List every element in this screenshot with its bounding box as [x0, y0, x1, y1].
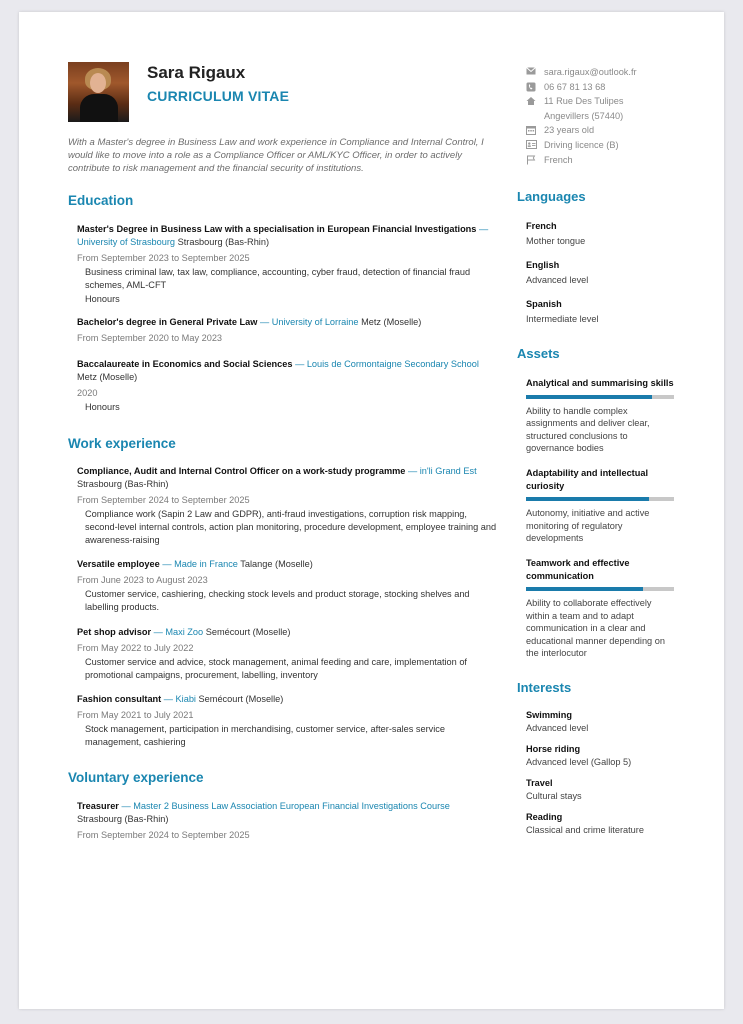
entry-title: Baccalaureate in Economics and Social Sciences	[77, 359, 293, 369]
language-name: French	[526, 221, 557, 231]
contact-address-line2: Angevillers (57440)	[544, 110, 624, 121]
entry-location: Strasbourg (Bas-Rhin)	[77, 479, 169, 489]
entry-org[interactable]: Master 2 Business Law Association European Financial Investigations Course	[133, 801, 450, 811]
interest-detail: Advanced level (Gallop 5)	[526, 756, 632, 767]
asset-item	[526, 377, 676, 455]
interest-detail: Cultural stays	[526, 790, 582, 801]
entry-org[interactable]: University of Lorraine	[271, 317, 359, 327]
contact-address-line1: 11 Rue Des Tulipes	[544, 96, 624, 107]
entry-date: From September 2024 to September 2025	[77, 830, 250, 840]
envelope-icon	[526, 67, 536, 77]
interest-item	[526, 709, 676, 734]
work-entry: Pet shop advisor — Maxi Zoo Semécourt (Moselle) From May 2022 to July 2022 Customer service and advice, stock management, animal feeding and care, implementation of promotional campaigns, procurement, labelling, inventory	[77, 626, 497, 682]
voluntary-entry: Treasurer — Master 2 Business Law Association European Financial Investigations Course Strasbourg (Bas-Rhin) From September 2024 to September 2025	[77, 800, 497, 842]
entry-org[interactable]: in'li Grand Est	[419, 466, 477, 476]
entry-date: From May 2021 to July 2021	[77, 710, 194, 720]
contact-nationality: French	[544, 154, 573, 165]
education-entry: Master's Degree in Business Law with a specialisation in European Financial Investigations — University of Strasbourg Strasbourg (Bas-Rhin) From September 2023 to September 2025 Business criminal law, tax law, compliance, accounting, cyber fraud, detection of financial fraud schemes, AML-CFT Honours	[77, 223, 497, 306]
interest-name: Travel	[526, 778, 553, 788]
asset-item	[526, 557, 676, 660]
interest-name: Reading	[526, 812, 563, 822]
contact-age: 23 years old	[544, 125, 595, 136]
flag-icon	[526, 155, 536, 165]
interest-name: Swimming	[526, 710, 572, 720]
asset-level-bar	[526, 497, 674, 501]
asset-description: Autonomy, initiative and active monitoring of regulatory developments	[526, 508, 650, 543]
entry-org[interactable]: Louis de Cormontaigne Secondary School	[306, 359, 479, 369]
education-entry: Bachelor's degree in General Private Law — University of Lorraine Metz (Moselle) From September 2020 to May 2023	[77, 316, 497, 345]
entry-org[interactable]: Kiabi	[175, 694, 196, 704]
profile-photo	[68, 62, 129, 122]
interests-heading: Interests	[517, 680, 572, 695]
entry-location: Strasbourg (Bas-Rhin)	[77, 814, 169, 824]
language-name: English	[526, 260, 560, 270]
entry-org[interactable]: Made in France	[174, 559, 238, 569]
contact-email[interactable]: sara.rigaux@outlook.fr	[544, 67, 637, 77]
cv-title: CURRICULUM VITAE	[147, 88, 290, 104]
person-name: Sara Rigaux	[147, 63, 246, 82]
entry-description: Stock management, participation in merchandising, customer service, after-sales service management, cashiering	[85, 724, 445, 747]
contact-licence: Driving licence (B)	[544, 139, 619, 150]
language-item	[526, 298, 676, 325]
phone-icon	[526, 82, 536, 92]
language-level: Intermediate level	[526, 313, 599, 324]
entry-description: Business criminal law, tax law, compliance, accounting, cyber fraud, detection of financial fraud schemes, AML-CFT	[85, 267, 471, 290]
work-entry: Compliance, Audit and Internal Control Officer on a work-study programme — in'li Grand Est Strasbourg (Bas-Rhin) From September 2024 to September 2025 Compliance work (Sapin 2 Law and GDPR), anti-fraud investigations, corruption risk mapping, second-level internal controls, action plan monitoring, procedure development, employee training and awareness-raising	[77, 466, 497, 545]
language-item	[526, 220, 676, 247]
asset-name: Analytical and summarising skills	[526, 378, 674, 388]
entry-title: Treasurer	[77, 801, 119, 811]
interest-item	[526, 811, 676, 836]
interest-name: Horse riding	[526, 744, 581, 754]
interest-item	[526, 777, 676, 802]
interest-item	[526, 743, 676, 768]
entry-date: 2020	[77, 388, 98, 398]
contact-block	[526, 65, 696, 167]
languages-heading: Languages	[517, 189, 586, 204]
entry-title: Master's Degree in Business Law with a specialisation in European Financial Investigations	[77, 224, 477, 234]
cv-page	[19, 12, 724, 1009]
work-entry: Versatile employee — Made in France Talange (Moselle) From June 2023 to August 2023 Customer service, cashiering, checking stock levels and product storage, stocking shelves and labelling products.	[77, 558, 497, 614]
asset-name: Adaptability and intellectual curiosity	[526, 468, 649, 491]
entry-honours: Honours	[85, 294, 120, 304]
language-name: Spanish	[526, 299, 562, 309]
entry-title: Versatile employee	[77, 559, 160, 569]
entry-org[interactable]: University of Strasbourg	[77, 237, 176, 247]
interest-detail: Classical and crime literature	[526, 824, 644, 835]
calendar-icon	[526, 125, 536, 135]
contact-phone[interactable]: 06 67 81 13 68	[544, 81, 606, 92]
entry-description: Customer service and advice, stock management, animal feeding and care, implementation of promotional campaigns, procurement, labelling, inventory	[85, 657, 467, 680]
entry-org[interactable]: Maxi Zoo	[165, 627, 204, 637]
asset-level-bar	[526, 395, 674, 399]
asset-level-bar	[526, 587, 674, 591]
asset-description: Ability to collaborate effectively within a team and to adapt communication in a clear and educational manner depending on the interlocutor	[526, 598, 665, 658]
entry-title: Fashion consultant	[77, 694, 162, 704]
asset-name: Teamwork and effective communication	[526, 558, 630, 581]
entry-date: From May 2022 to July 2022	[77, 643, 194, 653]
entry-title: Bachelor's degree in General Private Law	[77, 317, 258, 327]
entry-location: Talange (Moselle)	[240, 559, 313, 569]
entry-title: Pet shop advisor	[77, 627, 152, 637]
education-heading: Education	[68, 193, 134, 208]
asset-description: Ability to handle complex assignments and deliver clear, structured conclusions to governance bodies	[526, 405, 650, 453]
interest-detail: Advanced level	[526, 722, 589, 733]
entry-date: From September 2020 to May 2023	[77, 333, 223, 343]
entry-honours: Honours	[85, 402, 120, 412]
entry-title: Compliance, Audit and Internal Control Officer on a work-study programme	[77, 466, 406, 476]
id-card-icon	[526, 140, 536, 150]
entry-location: Strasbourg (Bas-Rhin)	[177, 237, 270, 247]
entry-location: Semécourt (Moselle)	[198, 694, 284, 704]
entry-description: Compliance work (Sapin 2 Law and GDPR), anti-fraud investigations, corruption risk mapping, second-level internal controls, action plan monitoring, procedure development, employee training and awareness-raising	[85, 509, 497, 545]
language-level: Advanced level	[526, 274, 589, 285]
language-level: Mother tongue	[526, 235, 586, 246]
asset-item	[526, 467, 676, 545]
entry-date: From September 2024 to September 2025	[77, 495, 250, 505]
entry-description: Customer service, cashiering, checking stock levels and product storage, stocking shelves and labelling products.	[85, 589, 470, 612]
entry-location: Semécourt (Moselle)	[205, 627, 291, 637]
profile-summary: With a Master's degree in Business Law and work experience in Compliance and Internal Control, I would like to move into a role as a Compliance Officer or AML/KYC Officer, in order to actively contribute to risk management and the financial security of institutions.	[68, 137, 484, 174]
entry-location: Metz (Moselle)	[77, 372, 138, 382]
entry-location: Metz (Moselle)	[361, 317, 422, 327]
home-icon	[526, 96, 536, 106]
assets-heading: Assets	[517, 346, 560, 361]
entry-date: From September 2023 to September 2025	[77, 253, 250, 263]
voluntary-heading: Voluntary experience	[68, 770, 204, 785]
language-item	[526, 259, 676, 286]
entry-date: From June 2023 to August 2023	[77, 575, 208, 585]
work-heading: Work experience	[68, 436, 176, 451]
work-entry: Fashion consultant — Kiabi Semécourt (Moselle) From May 2021 to July 2021 Stock management, participation in merchandising, customer service, after-sales service management, cashiering	[77, 693, 497, 749]
education-entry: Baccalaureate in Economics and Social Sciences — Louis de Cormontaigne Secondary School Metz (Moselle) 2020 Honours	[77, 358, 497, 414]
